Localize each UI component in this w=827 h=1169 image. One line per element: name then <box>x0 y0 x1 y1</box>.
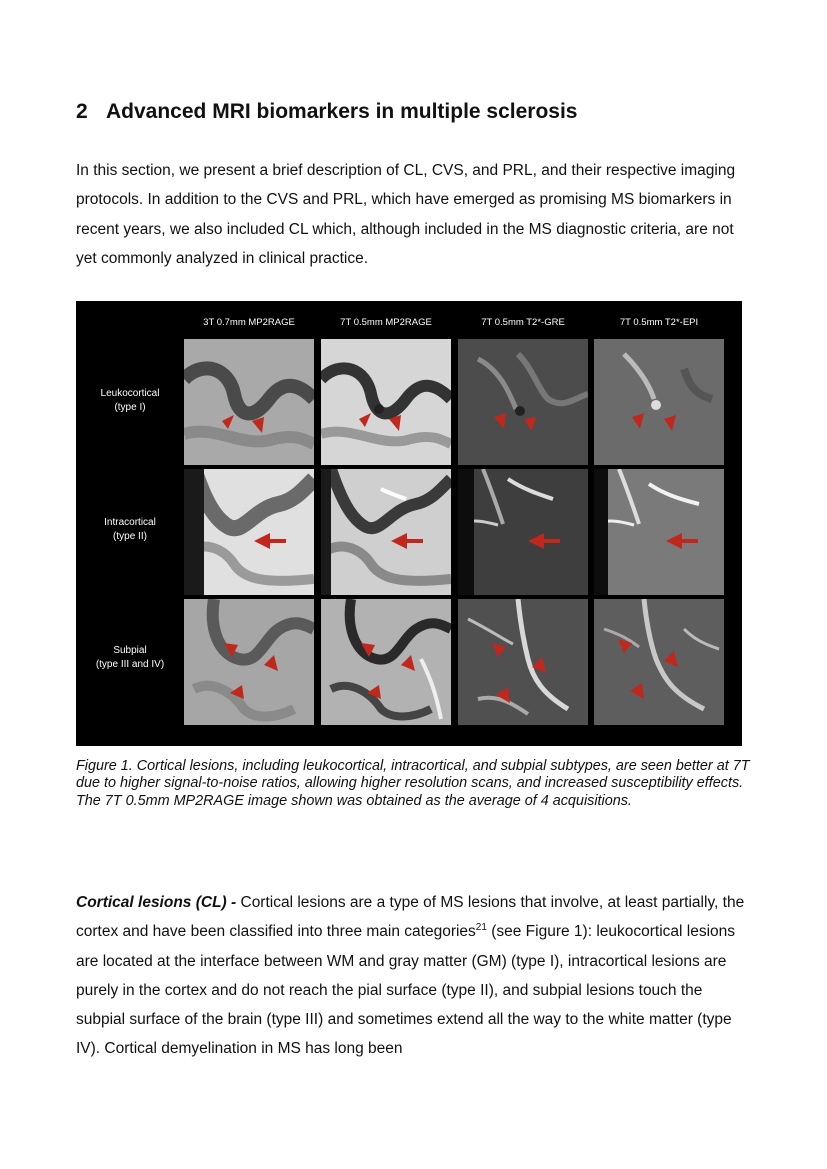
paragraph-text-continued: (see Figure 1): leukocortical lesions are located at the interface between WM and gray matter (GM) (type I), intracortical lesions are purely in the cortex and do not reach the pial surface (type II), and subpial lesions touch the subpial surface of the brain (type III) and sometimes extend all the way to the white matter (type IV). Cortical demyelination in MS has long been <box>76 923 736 1058</box>
figure-caption: Figure 1. Cortical lesions, including leukocortical, intracortical, and subpial subtypes, are seen better at 7T due to higher signal-to-noise ratios, allowing higher resolution scans, and increased susceptibility effects. The 7T 0.5mm MP2RAGE image shown was obtained as the average of 4 acquisitions. <box>76 758 750 809</box>
column-header-7t-t2-gre: 7T 0.5mm T2*-GRE <box>481 317 565 328</box>
mri-panel <box>458 469 588 595</box>
row-label-title: Leukocortical <box>100 388 160 399</box>
mri-panel <box>458 599 588 725</box>
mri-panel <box>594 599 724 725</box>
cortical-lesions-paragraph <box>76 888 752 1064</box>
mri-panel <box>594 469 724 595</box>
row-label-subtitle: (type II) <box>113 531 147 542</box>
reference-number: 21 <box>475 922 487 934</box>
mri-panel <box>321 469 451 595</box>
arrow-marker <box>680 539 698 543</box>
mri-panel <box>321 339 451 465</box>
arrow-marker <box>405 539 423 543</box>
row-label-leukocortical <box>76 387 184 415</box>
row-label-title: Subpial <box>113 645 147 656</box>
mri-panel <box>184 339 314 465</box>
arrow-marker <box>542 539 560 543</box>
intro-paragraph: In this section, we present a brief description of CL, CVS, and PRL, and their respective imaging protocols. In addition to the CVS and PRL, which have emerged as promising MS biomarkers in recent years, we also included CL which, although included in the MS diagnostic criteria, are not yet commonly analyzed in clinical practice. <box>76 162 736 267</box>
section-number: 2 <box>76 100 88 123</box>
paragraph-lead: Cortical lesions (CL) - <box>76 894 237 911</box>
section-title: Advanced MRI biomarkers in multiple sclerosis <box>106 100 578 123</box>
mri-panel <box>321 599 451 725</box>
arrow-marker <box>268 539 286 543</box>
row-label-title: Intracortical <box>104 517 156 528</box>
figure-1 <box>76 301 742 746</box>
column-header-3t-mp2rage: 3T 0.7mm MP2RAGE <box>203 317 295 328</box>
row-label-intracortical <box>76 516 184 544</box>
row-label-subtitle: (type III and IV) <box>95 659 165 670</box>
mri-panel <box>594 339 724 465</box>
row-label-subtitle: (type I) <box>114 402 146 413</box>
mri-panel <box>184 599 314 725</box>
column-header-7t-mp2rage: 7T 0.5mm MP2RAGE <box>340 317 432 328</box>
row-label-subpial <box>76 644 184 672</box>
mri-panel <box>184 469 314 595</box>
column-header-7t-t2-epi: 7T 0.5mm T2*-EPI <box>619 317 699 328</box>
mri-panel <box>458 339 588 465</box>
paragraph-text: Cortical lesions are a type of MS lesions that involve, at least partially, the cortex and have been classified into three main categories <box>76 894 745 941</box>
section-heading <box>76 100 578 124</box>
